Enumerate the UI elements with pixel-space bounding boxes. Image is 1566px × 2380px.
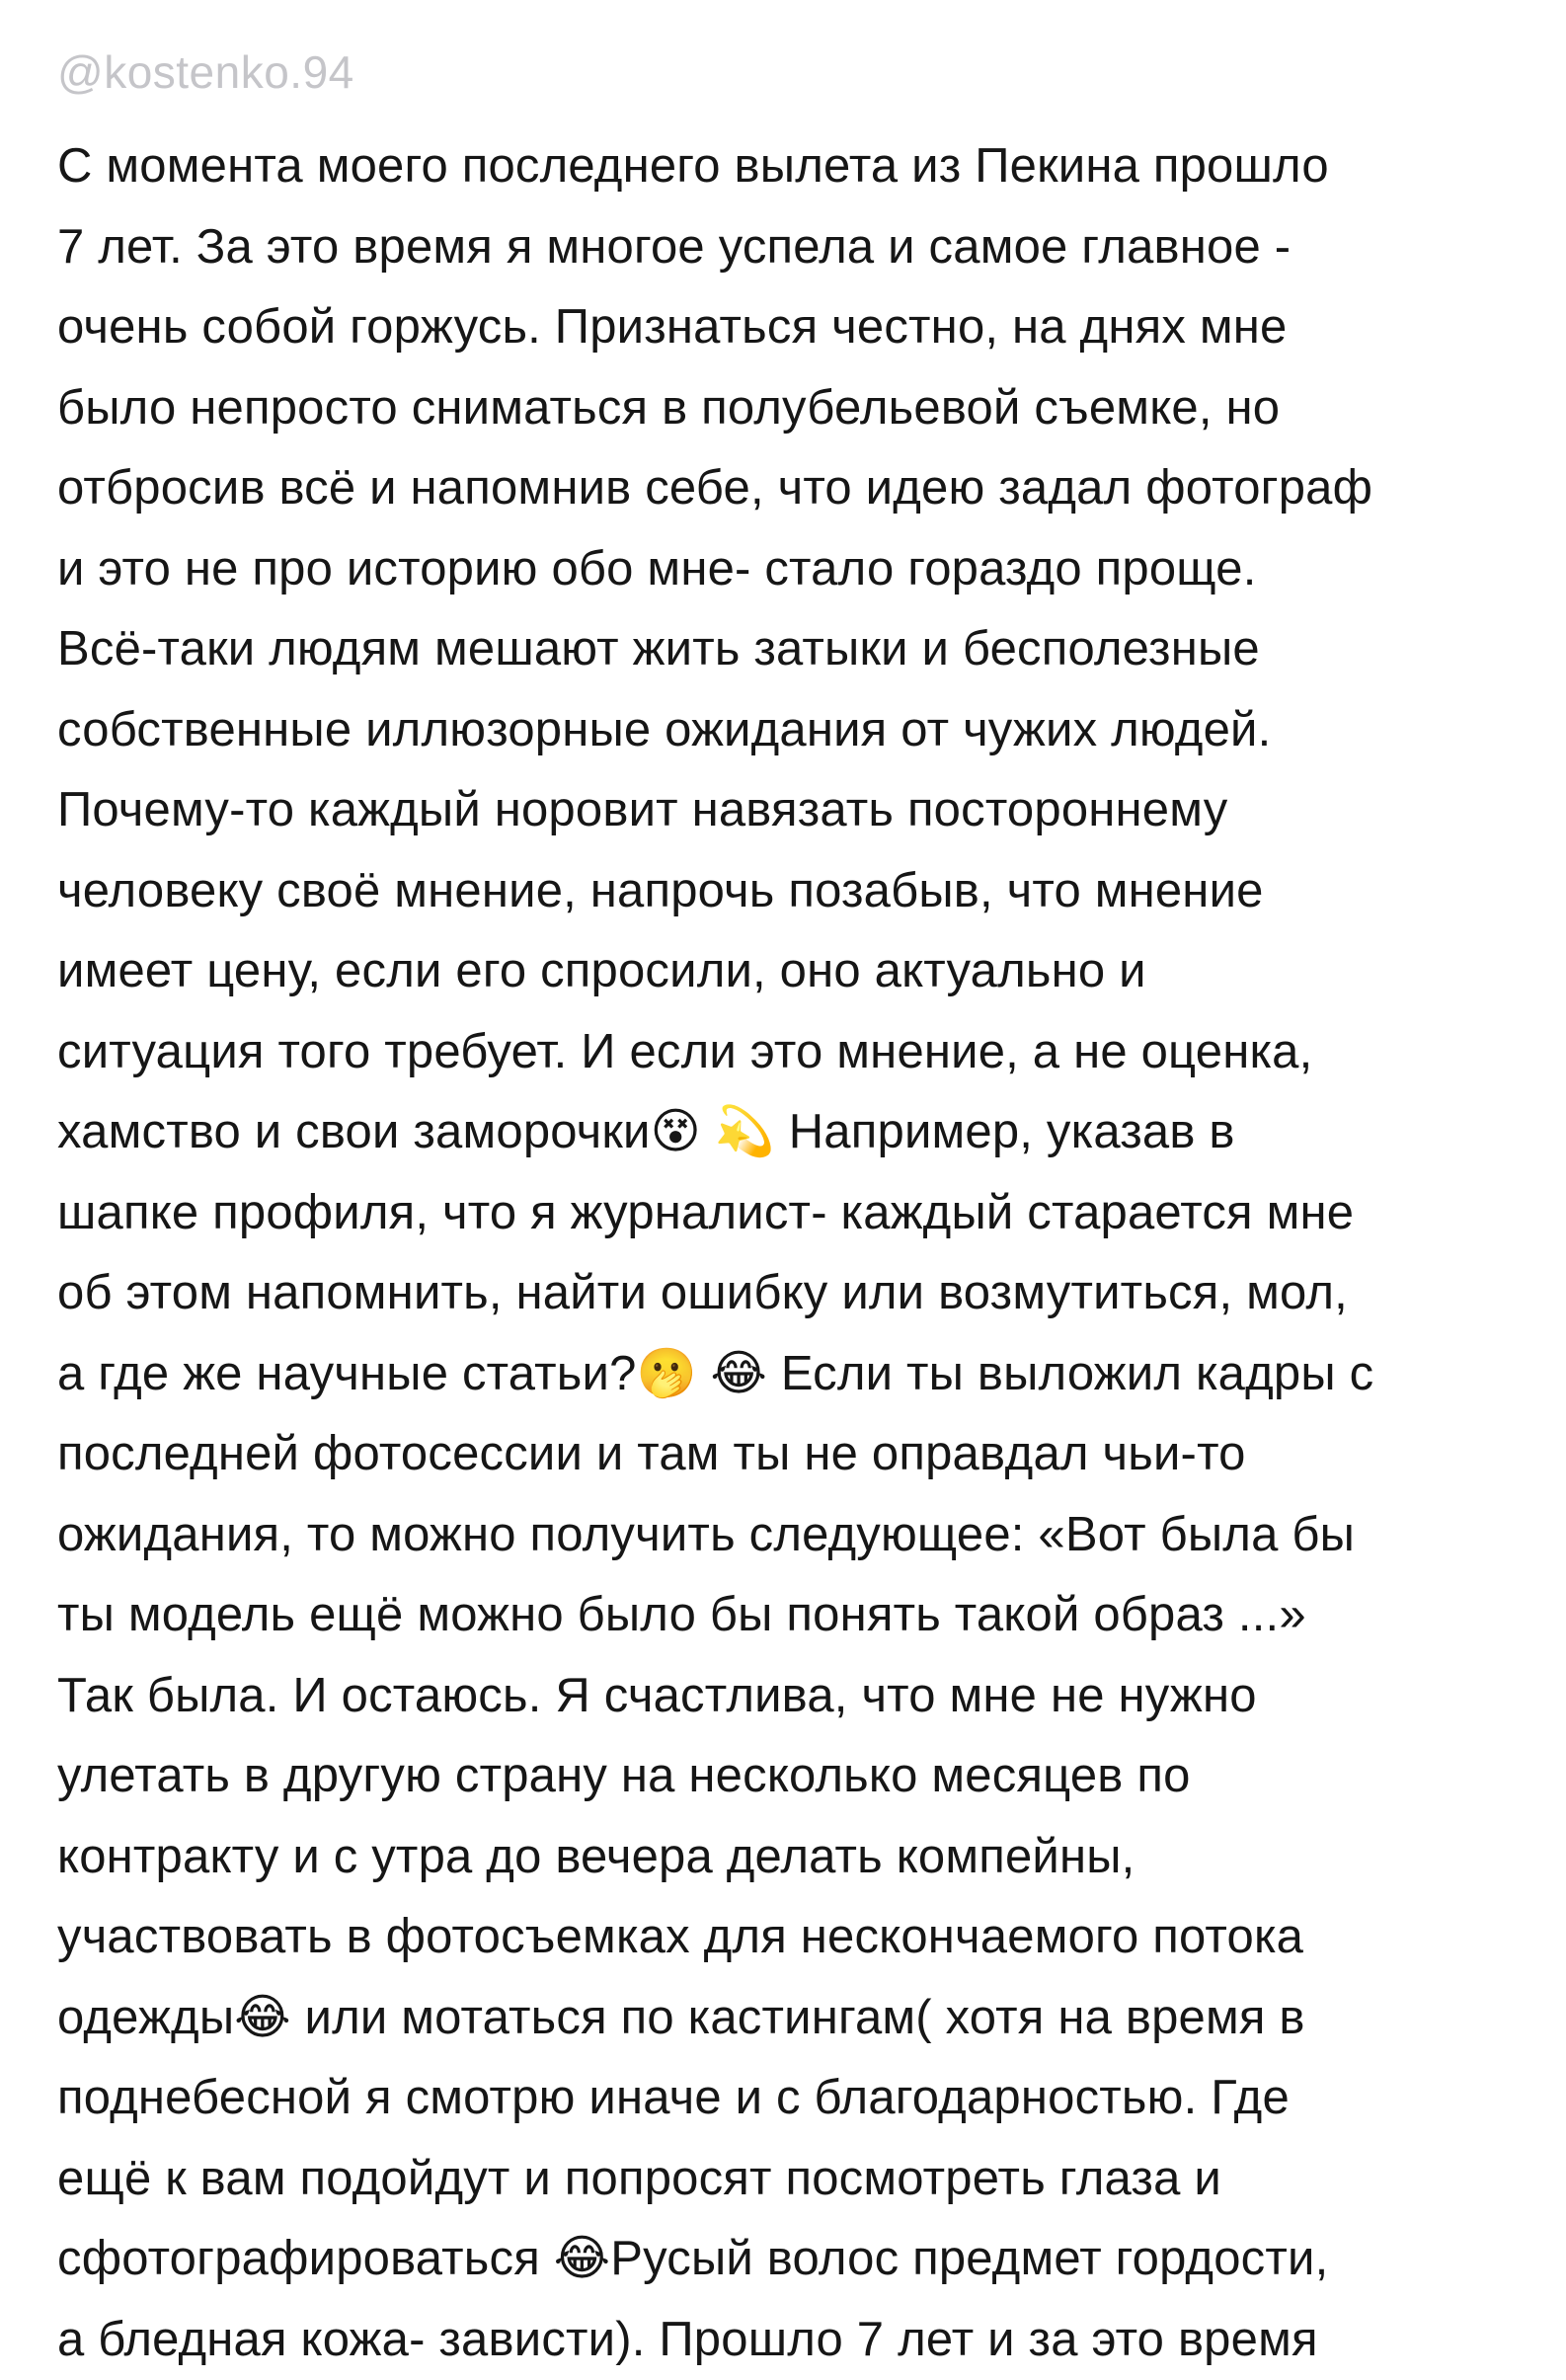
caption-line: контракту и с утра до вечера делать компейны, xyxy=(57,1817,1548,1898)
caption-line: ситуация того требует. И если это мнение, а не оценка, xyxy=(57,1012,1548,1093)
caption-line: собственные иллюзорные ожидания от чужих людей. xyxy=(57,690,1548,771)
caption-line: поднебесной я смотрю иначе и с благодарностью. Где xyxy=(57,2058,1548,2139)
caption-line: шапке профиля, что я журналист- каждый старается мне xyxy=(57,1173,1548,1254)
caption-line: человеку своё мнение, напрочь позабыв, что мнение xyxy=(57,851,1548,932)
caption-line: Так была. И остаюсь. Я счастлива, что мне не нужно xyxy=(57,1656,1548,1737)
caption-line: улетать в другую страну на несколько месяцев по xyxy=(57,1736,1548,1817)
caption-line: отбросив всё и напомнив себе, что идею задал фотограф xyxy=(57,448,1548,529)
caption-line: было непросто сниматься в полубельевой съемке, но xyxy=(57,368,1548,449)
caption-line: а бледная кожа- зависти). Прошло 7 лет и за это время xyxy=(57,2300,1548,2380)
caption-line: 7 лет. За это время я многое успела и самое главное - xyxy=(57,207,1548,288)
caption-line: последней фотосессии и там ты не оправдал чьи-то xyxy=(57,1414,1548,1495)
caption-line: хамство и свои заморочки😵 💫 Например, указав в xyxy=(57,1092,1548,1173)
caption-line: Почему-то каждый норовит навязать постороннему xyxy=(57,770,1548,851)
caption-line: ожидания, то можно получить следующее: «Вот была бы xyxy=(57,1495,1548,1576)
post-username[interactable]: @kostenko.94 xyxy=(57,38,354,107)
caption-line: ты модель ещё можно было бы понять такой образ ...» xyxy=(57,1575,1548,1656)
caption-line: и это не про историю обо мне- стало гораздо проще. xyxy=(57,529,1548,610)
post-caption xyxy=(57,126,1548,2380)
caption-line: об этом напомнить, найти ошибку или возмутиться, мол, xyxy=(57,1253,1548,1334)
caption-line: имеет цену, если его спросили, оно актуально и xyxy=(57,931,1548,1012)
caption-line: одежды😂 или мотаться по кастингам( хотя на время в xyxy=(57,1978,1548,2059)
caption-line: очень собой горжусь. Признаться честно, на днях мне xyxy=(57,287,1548,368)
caption-line: сфотографироваться 😂Русый волос предмет гордости, xyxy=(57,2219,1548,2300)
caption-line: ещё к вам подойдут и попросят посмотреть глаза и xyxy=(57,2139,1548,2220)
caption-line: Всё-таки людям мешают жить затыки и бесполезные xyxy=(57,609,1548,690)
caption-line: С момента моего последнего вылета из Пекина прошло xyxy=(57,126,1548,207)
caption-line: а где же научные статьи?🫢 😂 Если ты выложил кадры с xyxy=(57,1334,1548,1415)
caption-line: участвовать в фотосъемках для нескончаемого потока xyxy=(57,1897,1548,1978)
